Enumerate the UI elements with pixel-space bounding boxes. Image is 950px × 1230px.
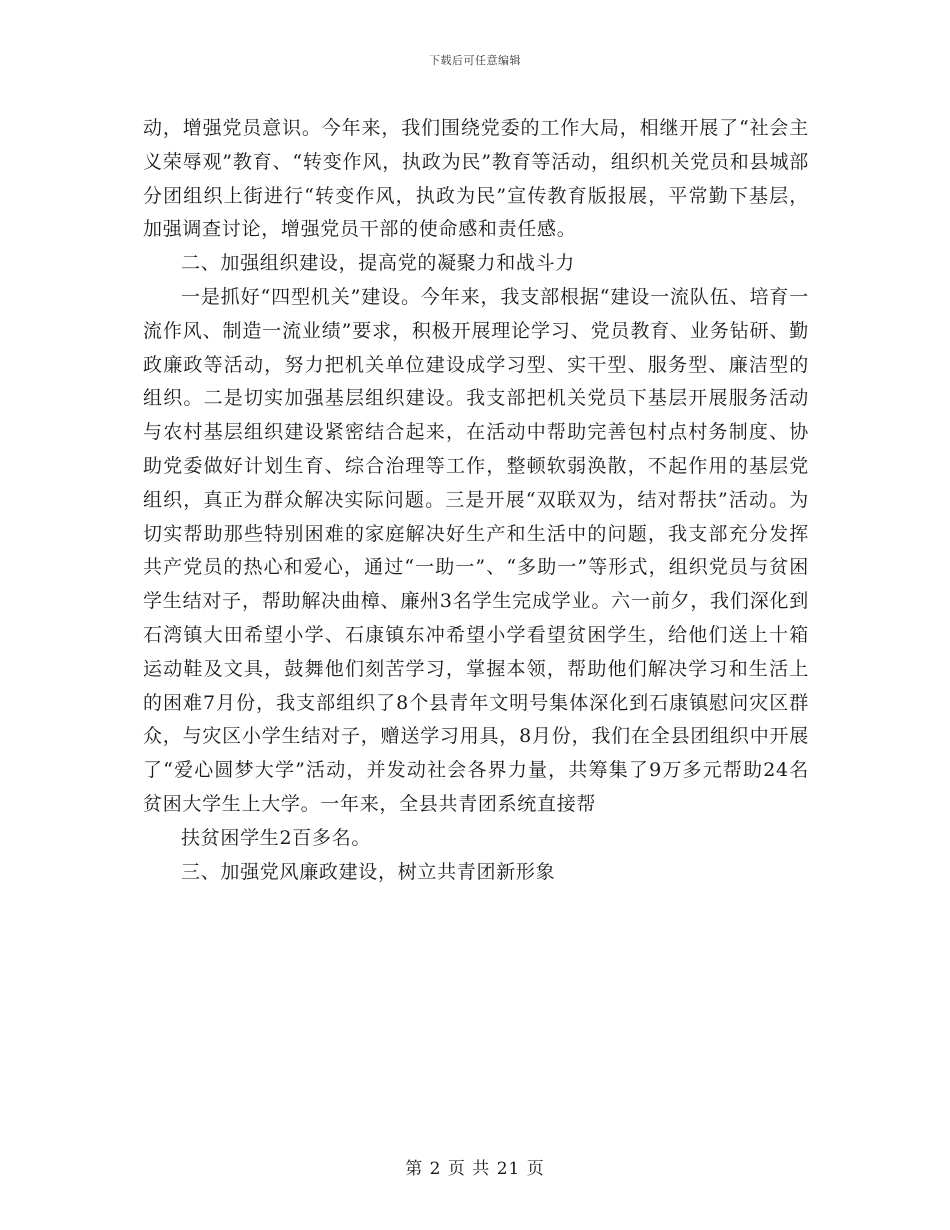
paragraph-continuation: 动，增强党员意识。今年来，我们围绕党委的工作大局，相继开展了“社会主义荣辱观”教育、“转变作风，执政为民”教育等活动，组织机关党员和县城部分团组织上街进行“转变作风，执政为民”宣传教育版报展，平常勤下基层，加强调查讨论，增强党员干部的使命感和责任感。 — [143, 117, 809, 241]
paragraph-organization: 一是抓好“四型机关”建设。今年来，我支部根据“建设一流队伍、培育一流作风、制造一流业绩”要求，积极开展理论学习、党员教育、业务钻研、勤政廉政等活动，努力把机关单位建设成学习型、实干型、服务型、廉洁型的组织。二是切实加强基层组织建设。我支部把机关党员下基层开展服务活动与农村基层组织建设紧密结合起来，在活动中帮助完善包村点村务制度、协助党委做好计划生育、综合治理等工作，整顿软弱涣散，不起作用的基层党组织，真正为群众解决实际问题。三是开展“双联双为，结对帮扶”活动。为切实帮助那些特别困难的家庭解决好生产和生活中的问题，我支部充分发挥共产党员的热心和爱心，通过“一助一”、“多助一”等形式，组织党员与贫困学生结对子，帮助解决曲樟、廉州3名学生完成学业。六一前夕，我们深化到石湾镇大田希望小学、石康镇东冲希望小学看望贫困学生，给他们送上十箱运动鞋及文具，鼓舞他们刻苦学习，掌握本领，帮助他们解决学习和生活上的困难7月份，我支部组织了8个县青年文明号集体深化到石康镇慰问灾区群众，与灾区小学生结对子，赠送学习用具，8月份，我们在全县团组织中开展了“爱心圆梦大学”活动，并发动社会各界力量，共筹集了9万多元帮助24名贫困大学生上大学。一年来，全县共青团系统直接帮 — [143, 285, 809, 815]
section-heading-2: 二、加强组织建设，提高党的凝聚力和战斗力 — [181, 252, 576, 275]
page-header-note: 下载后可任意编辑 — [429, 54, 521, 67]
document-body — [143, 112, 809, 889]
section-heading-3: 三、加强党风廉政建设，树立共青团新形象 — [181, 860, 556, 883]
page-number: 第 2 页 共 21 页 — [405, 1159, 545, 1179]
paragraph-summary: 扶贫困学生2百多名。 — [181, 826, 372, 849]
